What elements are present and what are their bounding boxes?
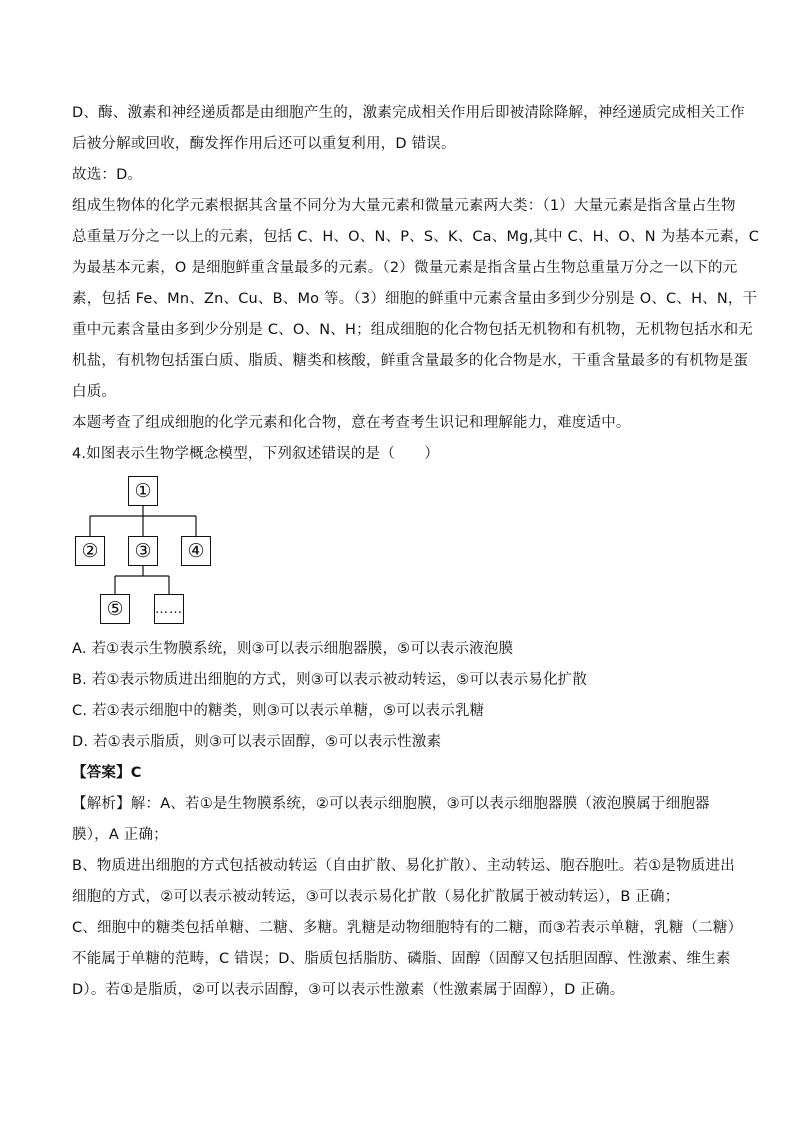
analysis-line: B、物质进出细胞的方式包括被动转运（自由扩散、易化扩散）、主动转运、胞吞胞吐。若①是物质进出	[72, 858, 735, 874]
node-3: ③	[128, 536, 158, 566]
option-b: B. 若①表示物质进出细胞的方式，则③可以表示被动转运，⑤可以表示易化扩散	[72, 672, 588, 688]
analysis-line: D）。若①是脂质，②可以表示固醇，③可以表示性激素（性激素属于固醇），D 正确。	[72, 982, 625, 998]
concept-model-diagram	[72, 474, 232, 628]
node-4: ④	[181, 536, 211, 566]
answer-label: 【答案】C	[72, 765, 142, 781]
answer-options	[72, 634, 732, 758]
text-line: 机盐，有机物包括蛋白质、脂质、糖类和核酸，鲜重含量最多的化合物是水，干重含量最多的有机物是蛋	[72, 353, 749, 369]
text-line: 总重量万分之一以上的元素，包括 C、H、O、N、P、S、K、Ca、Mg,其中 C、H、O、N 为基本元素，C	[72, 229, 760, 245]
text-line: 素，包括 Fe、Mn、Zn、Cu、B、Mo 等。（3）细胞的鲜重中元素含量由多到少分别是 O、C、H、N，干	[72, 291, 758, 307]
option-c: C. 若①表示细胞中的糖类，则③可以表示单糖，⑤可以表示乳糖	[72, 703, 485, 719]
option-a: A. 若①表示生物膜系统，则③可以表示细胞器膜，⑤可以表示液泡膜	[72, 641, 514, 657]
text-line: 故选：D。	[72, 167, 143, 183]
text-line: 重中元素含量由多到少分别是 C、O、N、H；组成细胞的化合物包括无机物和有机物，无机物包括水和无	[72, 322, 753, 338]
analysis-text	[72, 789, 743, 1006]
text-line: 组成生物体的化学元素根据其含量不同分为大量元素和微量元素两大类：（1）大量元素是指含量占生物	[72, 198, 736, 214]
node-more: ……	[154, 594, 184, 624]
document-page	[72, 98, 760, 1006]
text-line: 本题考查了组成细胞的化学元素和化合物，意在考查考生识记和理解能力，难度适中。	[72, 415, 631, 431]
intro-text	[72, 98, 760, 439]
analysis-line: 膜），A 正确；	[72, 827, 168, 843]
analysis-line: 细胞的方式，②可以表示被动转运，③可以表示易化扩散（易化扩散属于被动转运），B 正确；	[72, 889, 680, 905]
text-line: 为最基本元素，O 是细胞鲜重含量最多的元素。（2）微量元素是指含量占生物总重量万分之一以下的元	[72, 260, 738, 276]
option-d: D. 若①表示脂质，则③可以表示固醇，⑤可以表示性激素	[72, 734, 442, 750]
text-line: 白质。	[72, 384, 117, 400]
node-2: ②	[75, 536, 105, 566]
node-1: ①	[128, 476, 158, 506]
analysis-line: 【解析】解：A、若①是生物膜系统，②可以表示细胞膜，③可以表示细胞器膜（液泡膜属于细胞器	[72, 796, 710, 812]
question-stem: 4.如图表示生物学概念模型，下列叙述错误的是（ ）	[72, 446, 440, 462]
analysis-line: C、细胞中的糖类包括单糖、二糖、多糖。乳糖是动物细胞特有的二糖，而③若表示单糖，乳糖（二糖）	[72, 920, 743, 936]
node-5: ⑤	[100, 594, 130, 624]
text-line: 后被分解或回收，酶发挥作用后还可以重复利用，D 错误。	[72, 136, 456, 152]
analysis-line: 不能属于单糖的范畴，C 错误；D、脂质包括脂肪、磷脂、固醇（固醇又包括胆固醇、性激素、维生素	[72, 951, 731, 967]
text-line: D、酶、激素和神经递质都是由细胞产生的，激素完成相关作用后即被清除降解，神经递质完成相关工作	[72, 105, 745, 121]
